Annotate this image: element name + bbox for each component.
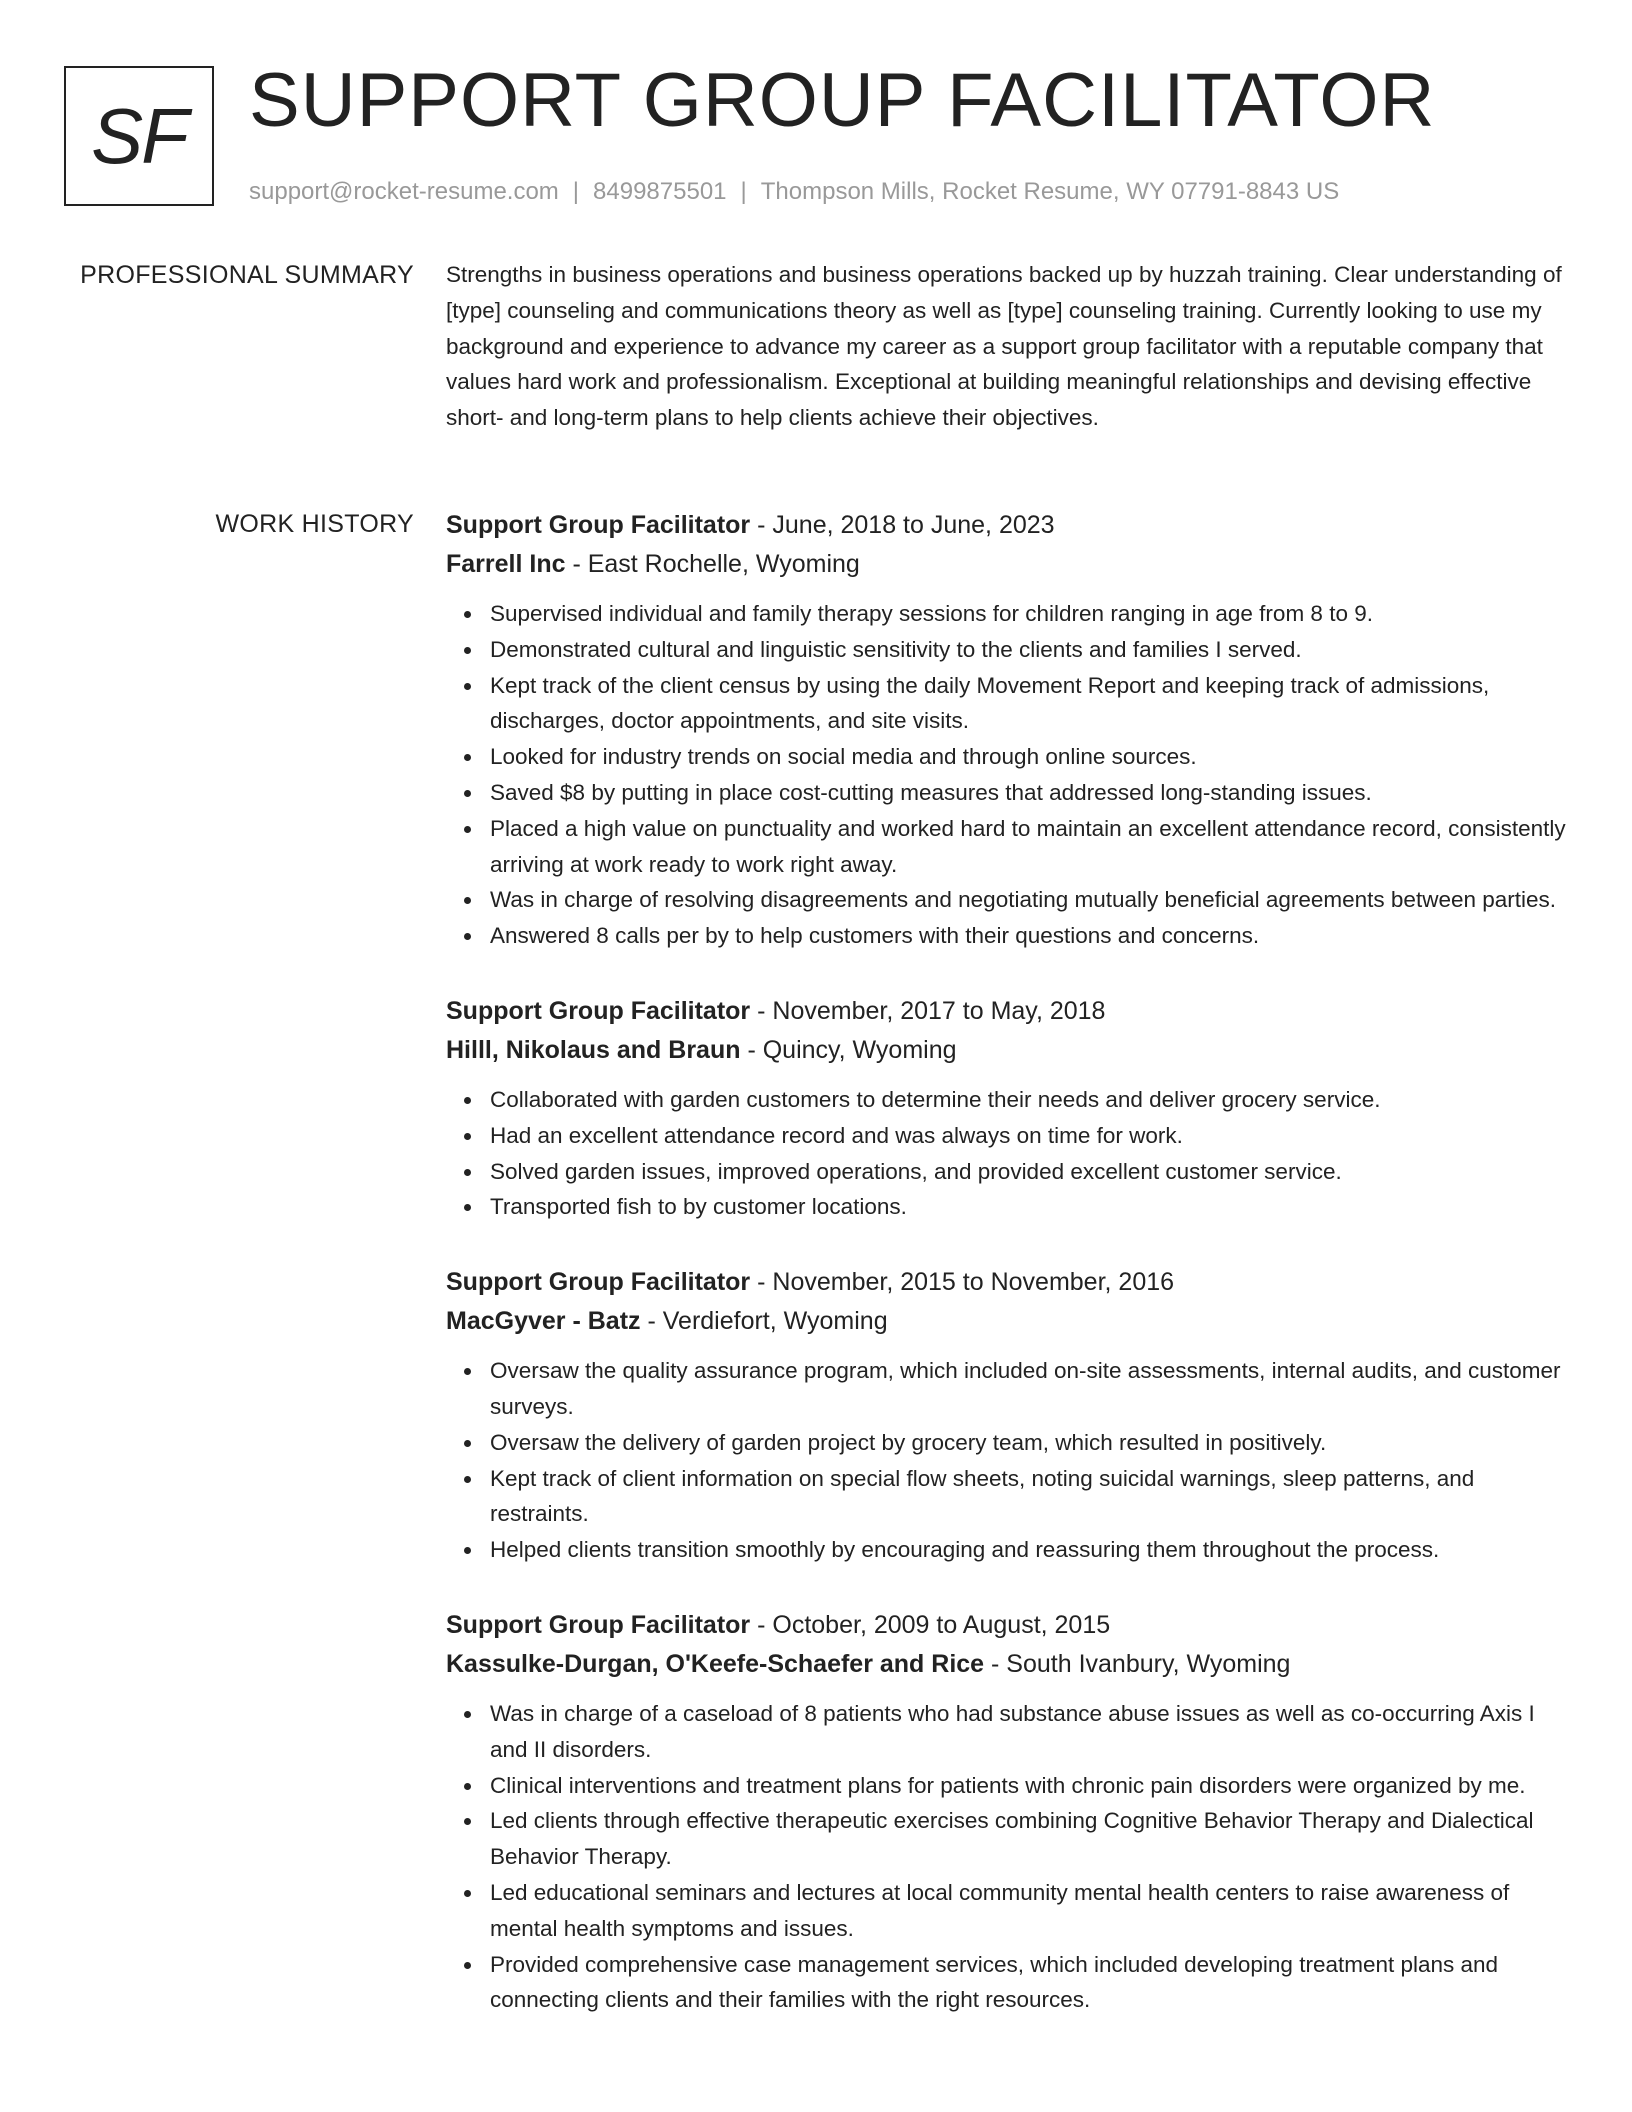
job-entry	[446, 992, 1566, 1225]
job-bullet: Transported fish to by customer locations.	[490, 1189, 1566, 1225]
section-label-work-history: WORK HISTORY	[215, 510, 414, 538]
contact-separator: |	[572, 178, 580, 205]
job-bullet: Saved $8 by putting in place cost-cutting measures that addressed long-standing issues.	[490, 775, 1566, 811]
job-title: Support Group Facilitator	[446, 1268, 751, 1297]
job-bullets	[446, 1353, 1566, 1568]
job-title-line	[446, 992, 1566, 1031]
job-bullet: Supervised individual and family therapy sessions for children ranging in age from 8 to 9.	[490, 596, 1566, 632]
job-company: MacGyver - Batz	[446, 1307, 641, 1336]
job-bullet: Collaborated with garden customers to determine their needs and deliver grocery service.	[490, 1082, 1566, 1118]
summary-text: Strengths in business operations and business operations backed up by huzzah training. Clear understanding of [type] counseling and communications theory as well as [type] counseling training. Currently looking to use my background and experience to advance my career as a support group facilitator with a reputable company that values hard work and professionalism. Exceptional at building meaningful relationships and devising effective short- and long-term plans to help clients achieve their objectives.	[446, 262, 1562, 431]
job-location: - Verdiefort, Wyoming	[640, 1307, 888, 1336]
job-company-line	[446, 1302, 1566, 1341]
job-bullets	[446, 1696, 1566, 2018]
job-bullet: Was in charge of resolving disagreements and negotiating mutually beneficial agreements between parties.	[490, 882, 1566, 918]
job-company-line	[446, 545, 1566, 584]
job-bullet: Helped clients transition smoothly by encouraging and reassuring them throughout the process.	[490, 1532, 1566, 1568]
job-title-line	[446, 506, 1566, 545]
contact-line	[249, 176, 1592, 208]
job-title: Support Group Facilitator	[446, 996, 751, 1025]
job-title-line	[446, 1263, 1566, 1302]
job-bullet: Kept track of client information on special flow sheets, noting suicidal warnings, sleep patterns, and restraints.	[490, 1461, 1566, 1533]
job-dates: - November, 2015 to November, 2016	[750, 1268, 1175, 1297]
job-bullet: Had an excellent attendance record and was always on time for work.	[490, 1118, 1566, 1154]
job-bullet: Looked for industry trends on social media and through online sources.	[490, 739, 1566, 775]
job-bullet: Demonstrated cultural and linguistic sensitivity to the clients and families I served.	[490, 632, 1566, 668]
contact-phone[interactable]: 8499875501	[593, 178, 727, 205]
job-bullets	[446, 596, 1566, 954]
job-location: - Quincy, Wyoming	[740, 1035, 957, 1064]
job-bullet: Solved garden issues, improved operations, and provided excellent customer service.	[490, 1154, 1566, 1190]
job-entry	[446, 1606, 1566, 2018]
job-location: - South Ivanbury, Wyoming	[984, 1649, 1291, 1678]
job-title: Support Group Facilitator	[446, 511, 751, 539]
contact-separator: |	[740, 178, 747, 205]
job-bullet: Led clients through effective therapeutic exercises combining Cognitive Behavior Therapy and Dialectical Behavior Therapy.	[490, 1803, 1566, 1875]
job-entry	[446, 506, 1566, 954]
job-bullet: Answered 8 calls per by to help customers with their questions and concerns.	[490, 918, 1566, 954]
job-company: Hilll, Nikolaus and Braun	[446, 1035, 741, 1064]
monogram: SF	[64, 66, 214, 206]
job-bullet: Kept track of the client census by using the daily Movement Report and keeping track of admissions, discharges, doctor appointments, and site visits.	[490, 668, 1566, 740]
job-company-line	[446, 1645, 1566, 1684]
candidate-name: SUPPORT GROUP FACILITATOR	[249, 58, 1436, 143]
job-bullet: Provided comprehensive case management services, which included developing treatment plans and connecting clients and their families with the right resources.	[490, 1947, 1566, 2019]
job-bullet: Placed a high value on punctuality and worked hard to maintain an excellent attendance record, consistently arriving at work ready to work right away.	[490, 811, 1566, 883]
section-label-summary: PROFESSIONAL SUMMARY	[80, 261, 414, 289]
contact-email[interactable]: support@rocket-resume.com	[249, 178, 559, 205]
job-entry	[446, 1263, 1566, 1568]
job-dates: - November, 2017 to May, 2018	[750, 996, 1106, 1025]
job-company: Farrell Inc	[446, 550, 566, 578]
job-dates: - June, 2018 to June, 2023	[750, 511, 1055, 539]
resume-header	[249, 56, 1592, 208]
job-bullet: Led educational seminars and lectures at local community mental health centers to raise awareness of mental health symptoms and issues.	[490, 1875, 1566, 1947]
job-bullet: Was in charge of a caseload of 8 patients who had substance abuse issues as well as co-occurring Axis I and II disorders.	[490, 1696, 1566, 1768]
job-bullet: Oversaw the quality assurance program, which included on-site assessments, internal audits, and customer surveys.	[490, 1353, 1566, 1425]
job-title-line	[446, 1606, 1566, 1645]
job-bullet: Oversaw the delivery of garden project by grocery team, which resulted in positively.	[490, 1425, 1566, 1461]
contact-address: Thompson Mills, Rocket Resume, WY 07791-8843 US	[760, 178, 1340, 205]
job-location: - East Rochelle, Wyoming	[565, 550, 860, 578]
job-bullet: Clinical interventions and treatment plans for patients with chronic pain disorders were organized by me.	[490, 1768, 1566, 1804]
job-company-line	[446, 1031, 1566, 1070]
job-company: Kassulke-Durgan, O'Keefe-Schaefer and Rice	[446, 1649, 985, 1678]
job-title: Support Group Facilitator	[446, 1610, 751, 1639]
job-list	[446, 506, 1566, 2056]
job-bullets	[446, 1082, 1566, 1225]
job-dates: - October, 2009 to August, 2015	[750, 1610, 1111, 1639]
